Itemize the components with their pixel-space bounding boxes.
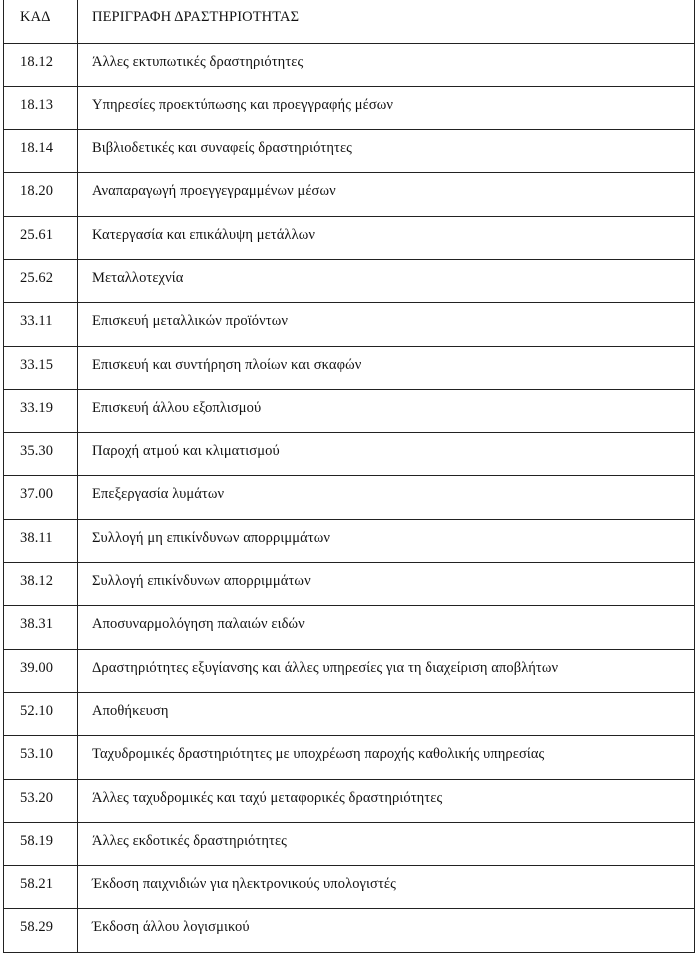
- table-row: [4, 130, 695, 173]
- code-cell: [4, 866, 78, 909]
- activity-description: Έκδοση άλλου λογισμικού: [92, 919, 250, 936]
- table-row: [4, 433, 695, 476]
- code-cell: [4, 779, 78, 822]
- code-cell: [4, 822, 78, 865]
- table-row: [4, 389, 695, 432]
- activity-code: 18.20: [20, 183, 54, 200]
- table-header: [4, 0, 695, 43]
- code-cell: [4, 259, 78, 302]
- table-row: [4, 692, 695, 735]
- table-row: [4, 173, 695, 216]
- activity-code: 35.30: [20, 443, 54, 460]
- table-row: [4, 259, 695, 302]
- description-cell: [78, 433, 695, 476]
- activity-description: Επισκευή μεταλλικών προϊόντων: [92, 313, 288, 330]
- header-description-label: ΠΕΡΙΓΡΑΦΗ ΔΡΑΣΤΗΡΙΟΤΗΤΑΣ: [92, 9, 300, 25]
- table-row: [4, 866, 695, 909]
- activity-description: Δραστηριότητες εξυγίανσης και άλλες υπηρεσίες για τη διαχείριση αποβλήτων: [92, 659, 559, 676]
- table-row: [4, 909, 695, 952]
- activity-code: 53.10: [20, 746, 54, 763]
- code-cell: [4, 692, 78, 735]
- code-cell: [4, 736, 78, 779]
- activity-description: Αναπαραγωγή προεγγεγραμμένων μέσων: [92, 183, 336, 200]
- activity-code: 38.31: [20, 616, 54, 633]
- activity-code: 38.11: [20, 529, 53, 546]
- activity-description: Αποσυναρμολόγηση παλαιών ειδών: [92, 616, 305, 633]
- code-cell: [4, 43, 78, 86]
- activity-code: 18.13: [20, 96, 54, 113]
- description-cell: [78, 692, 695, 735]
- description-cell: [78, 259, 695, 302]
- table-row: [4, 736, 695, 779]
- activity-description: Παροχή ατμού και κλιματισμού: [92, 443, 280, 460]
- description-cell: [78, 86, 695, 129]
- code-cell: [4, 86, 78, 129]
- activity-description: Άλλες εκδοτικές δραστηριότητες: [92, 832, 287, 849]
- table-row: [4, 303, 695, 346]
- description-cell: [78, 303, 695, 346]
- activity-code: 33.19: [20, 399, 54, 416]
- activity-description: Συλλογή επικίνδυνων απορριμμάτων: [92, 573, 311, 590]
- activity-code: 25.61: [20, 226, 54, 243]
- code-cell: [4, 476, 78, 519]
- description-cell: [78, 476, 695, 519]
- activity-description: Αποθήκευση: [92, 702, 169, 719]
- activity-code: 53.20: [20, 789, 54, 806]
- activity-code: 18.14: [20, 140, 54, 157]
- activity-code: 38.12: [20, 573, 54, 590]
- code-cell: [4, 216, 78, 259]
- code-cell: [4, 346, 78, 389]
- activity-code: 18.12: [20, 53, 54, 70]
- activity-description: Έκδοση παιχνιδιών για ηλεκτρονικούς υπολογιστές: [92, 876, 396, 893]
- description-cell: [78, 346, 695, 389]
- description-cell: [78, 649, 695, 692]
- description-cell: [78, 43, 695, 86]
- activity-code: 33.11: [20, 313, 53, 330]
- table-row: [4, 86, 695, 129]
- description-cell: [78, 563, 695, 606]
- activity-description: Μεταλλοτεχνία: [92, 269, 184, 286]
- description-cell: [78, 822, 695, 865]
- activity-code: 25.62: [20, 269, 54, 286]
- header-description: [78, 0, 695, 43]
- table-row: [4, 43, 695, 86]
- activity-code: 58.29: [20, 919, 54, 936]
- activity-description: Επισκευή και συντήρηση πλοίων και σκαφών: [92, 356, 362, 373]
- description-cell: [78, 779, 695, 822]
- activity-code: 37.00: [20, 486, 54, 503]
- activity-code: 39.00: [20, 659, 54, 676]
- activity-codes-table: [3, 0, 695, 953]
- code-cell: [4, 389, 78, 432]
- activity-code: 58.19: [20, 832, 54, 849]
- description-cell: [78, 519, 695, 562]
- activity-description: Επεξεργασία λυμάτων: [92, 486, 225, 503]
- description-cell: [78, 736, 695, 779]
- table-row: [4, 606, 695, 649]
- code-cell: [4, 649, 78, 692]
- activity-description: Υπηρεσίες προεκτύπωσης και προεγγραφής μέσων: [92, 96, 394, 113]
- table-row: [4, 476, 695, 519]
- code-cell: [4, 606, 78, 649]
- table-row: [4, 649, 695, 692]
- code-cell: [4, 909, 78, 952]
- description-cell: [78, 173, 695, 216]
- activity-description: Βιβλιοδετικές και συναφείς δραστηριότητες: [92, 140, 352, 157]
- code-cell: [4, 519, 78, 562]
- header-code-label: ΚΑΔ: [20, 9, 51, 25]
- table-row: [4, 519, 695, 562]
- code-cell: [4, 433, 78, 476]
- table-row: [4, 822, 695, 865]
- activity-code: 52.10: [20, 702, 54, 719]
- description-cell: [78, 389, 695, 432]
- table-row: [4, 563, 695, 606]
- code-cell: [4, 303, 78, 346]
- description-cell: [78, 130, 695, 173]
- activity-description: Κατεργασία και επικάλυψη μετάλλων: [92, 226, 315, 243]
- table-row: [4, 216, 695, 259]
- description-cell: [78, 909, 695, 952]
- code-cell: [4, 173, 78, 216]
- activity-description: Άλλες ταχυδρομικές και ταχύ μεταφορικές δραστηριότητες: [92, 789, 443, 806]
- activity-code: 33.15: [20, 356, 54, 373]
- table-row: [4, 346, 695, 389]
- header-row: [4, 0, 695, 43]
- activity-description: Επισκευή άλλου εξοπλισμού: [92, 399, 262, 416]
- activity-description: Ταχυδρομικές δραστηριότητες με υποχρέωση παροχής καθολικής υπηρεσίας: [92, 746, 545, 763]
- code-cell: [4, 563, 78, 606]
- code-cell: [4, 130, 78, 173]
- activity-description: Άλλες εκτυπωτικές δραστηριότητες: [92, 53, 304, 70]
- activity-code: 58.21: [20, 876, 54, 893]
- table-row: [4, 779, 695, 822]
- description-cell: [78, 606, 695, 649]
- activity-description: Συλλογή μη επικίνδυνων απορριμμάτων: [92, 529, 331, 546]
- header-code: [4, 0, 78, 43]
- description-cell: [78, 216, 695, 259]
- description-cell: [78, 866, 695, 909]
- table-body: [4, 43, 695, 952]
